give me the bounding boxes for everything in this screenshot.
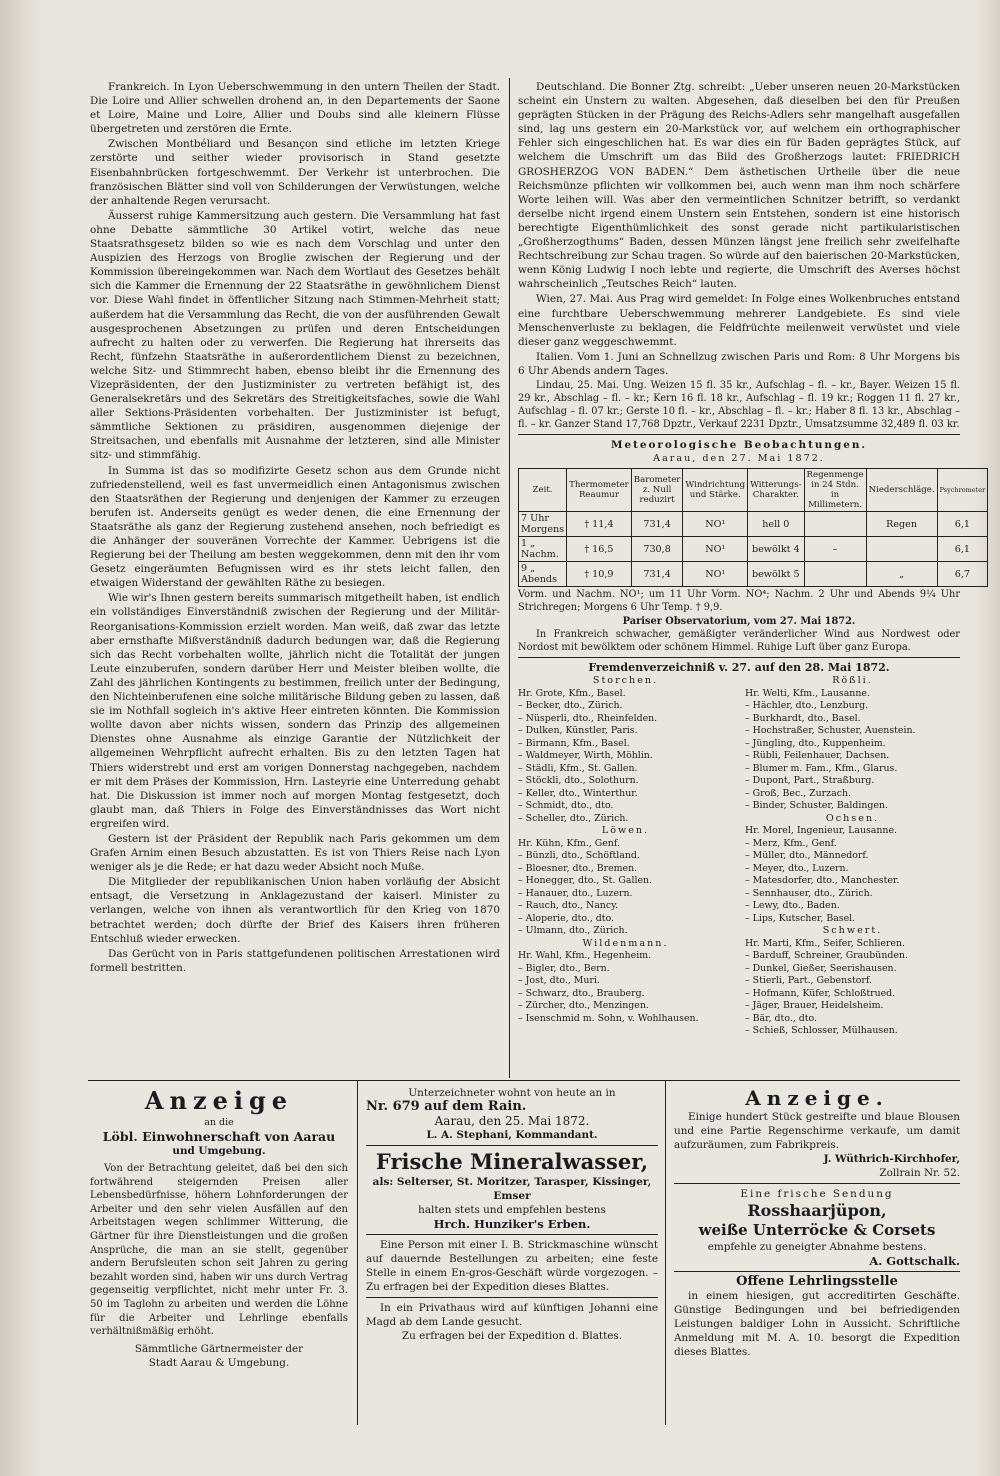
guest-entry: – Lewy, dto., Baden. xyxy=(745,900,840,912)
article-deutschland: Deutschland. Die Bonner Ztg. schreibt: „Ueber unseren neuen 20-Markstücken scheint ein Unstern zu walten. Abgesehen, daß dieselben bei den für Preußen geprägten Stücken in der Prägung des Reichs-Adlers sehr mangelhaft ausgefallen sind, lag uns gestern ein 20-Markstück vor, auf welchem ein orthographischer Fehler sich eingeschlichen hat. Es war dies ein für Baden geprägtes Stück, auf welchem die Umschrift um das Bild des Großherzogs lautet: FRIEDRICH GROSHERZOG VON BADEN.“ Dem ästhetischen Urtheile über die neue Reichsmünze pflichten wir vollkommen bei, auch wenn man ihm noch schärfere Worte leihen will. Was aber den vermeintlichen Schnitzer betrifft, so verdankt derselbe nicht irgend einem Unstern sein Entstehen, sondern ist eine historisch berechtigte Eigenthümlichkeit des sonst gerade nicht partikularistischen „Großherzogthums“ Baden, dessen Münzen längst jene freilich sehr zweifelhafte Rechtschreibung zur Schau tragen. So würde auf den baierischen 20-Markstücken, wenn König Ludwig I noch lebte und regierte, die Umschrift des Averses höchst wahrscheinlich „Teutsches Reich“ lauten. xyxy=(518,81,960,291)
meteo-cell: 731,4 xyxy=(631,512,683,537)
ad-stephani xyxy=(366,1086,658,1343)
hotel-heading: Löwen. xyxy=(601,825,650,837)
meteo-header: Thermometer Reaumur xyxy=(567,469,632,512)
article-union: Die Mitglieder der republikanischen Union haben vorläufig der Absicht entsagt, die Versetzung in Anklagezustand der kaiserl. Minister zu verlangen, welche von ihnen als verantwortlich für den Krieg von 1870 betrachtet werden; doch dürfte der Brief des Kaisers ihren früheren Entschluß wieder erwecken. xyxy=(90,876,500,945)
meteo-cell: 6,1 xyxy=(937,512,988,537)
ad-line: Nr. 679 auf dem Rain. xyxy=(366,1099,527,1114)
guest-entry: – Waldmeyer, Wirth, Möhlin. xyxy=(518,750,653,762)
guest-entry: – Hanauer, dto., Luzern. xyxy=(518,887,633,899)
guest-entry: – Dulken, Künstler, Paris. xyxy=(518,725,638,737)
ads-divider xyxy=(88,1080,960,1081)
ad-sign: Sämmtliche Gärtnermeister der xyxy=(134,1342,304,1355)
ad-title: Offene Lehrlingsstelle xyxy=(736,1274,898,1289)
article-frankreich: Frankreich. In Lyon Ueberschwemmung in den untern Theilen der Stadt. Die Loire und Allier schwellen drohend an, in den Departements der Saone et Loire, Maine und Loire, Allier und Doubs sind alle kleinern Flüsse übergetreten und zerstören die Ernte. xyxy=(90,81,500,136)
ad-line: Zu erfragen bei der Expedition d. Blattes. xyxy=(401,1330,623,1342)
guest-entry: – Ulmann, dto., Zürich. xyxy=(518,925,628,937)
ad-line: empfehle zu geneigter Abnahme bestens. xyxy=(707,1241,927,1253)
guest-entry: Hr. Morel, Ingenieur, Lausanne. xyxy=(745,825,897,837)
ad-sign: Zollrain Nr. 52. xyxy=(879,1167,960,1179)
guest-entry: – Hochstraßer, Schuster, Auenstein. xyxy=(745,725,916,737)
meteo-header: Niederschläge. xyxy=(866,469,937,512)
meteo-title: Meteorologische Beobachtungen. xyxy=(610,438,868,451)
ad-sign: A. Gottschalk. xyxy=(869,1254,960,1268)
guest-entry: Hr. Welti, Kfm., Lausanne. xyxy=(745,687,870,699)
hotel-heading: Ochsen. xyxy=(825,812,880,824)
guest-entry: – Stöckli, dto., Solothurn. xyxy=(518,775,639,787)
guest-entry: – Bigler, dto., Bern. xyxy=(518,962,610,974)
ad-divider-1 xyxy=(357,1080,358,1425)
article-wien: Wien, 27. Mai. Aus Prag wird gemeldet: In Folge eines Wolkenbruches entstand eine furchtbare Ueberschwemmung mehrerer Landgebiete. Es sind viele Menschenverluste zu beklagen, die Feldfrüchte meilenweit verwüstet und viele dieser ganz weggeschwemmt. xyxy=(518,293,960,348)
rule xyxy=(518,657,960,658)
hotel-heading: Schwert. xyxy=(822,925,883,937)
hotel-heading: Storchen. xyxy=(592,675,659,687)
ad-line: an die xyxy=(204,1117,234,1128)
page-edge-right xyxy=(974,0,1000,1476)
article-montbeliard: Zwischen Montbéliard und Besançon sind etliche im letzten Kriege zerstörte und seither wieder provisorisch in Stand gesetzte Eisenbahnbrücken fortgeschwemmt. Der Verkehr ist unterbrochen. Die französischen Blätter sind voll von Schilderungen der Verwüstungen, welche der anhaltende Regen verursacht. xyxy=(90,138,500,207)
meteo-subtitle: Aarau, den 27. Mai 1872. xyxy=(653,453,825,465)
guest-entry: – Binder, Schuster, Baldingen. xyxy=(745,800,888,812)
guest-entry: – Aloperie, dto., dto. xyxy=(518,912,615,924)
guest-entry: – Müller, dto., Männedorf. xyxy=(745,850,869,862)
hotel-heading: Wildenmann. xyxy=(582,937,669,949)
guest-entry: – Stierli, Part., Gebenstorf. xyxy=(745,975,872,987)
rule xyxy=(366,1234,658,1235)
meteo-forecast: In Frankreich schwacher, gemäßigter veränderlicher Wind aus Nordwest oder Nordost mit bewölktem oder schönem Himmel. Ruhige Luft über ganz Europa. xyxy=(518,629,960,653)
meteo-table xyxy=(518,468,988,587)
column-divider xyxy=(509,78,510,1078)
article-praesident: Gestern ist der Präsident der Republik nach Paris gekommen um dem Grafen Arnim einen Besuch abzustatten. Es ist von Thiers Reise nach Lyon weniger als je die Rede; er hat dazu weder Absicht noch Muße. xyxy=(90,832,500,874)
ad-line: Aarau, den 25. Mai 1872. xyxy=(434,1114,590,1128)
meteo-cell: 7 Uhr Morgens xyxy=(519,512,567,537)
guest-entry: Hr. Kühn, Kfm., Genf. xyxy=(518,837,620,849)
guest-entry: – Sennhauser, dto., Zürich. xyxy=(745,887,873,899)
meteo-cell xyxy=(804,512,866,537)
ad-line: L. A. Stephani, Kommandant. xyxy=(426,1129,598,1141)
meteo-header-row xyxy=(519,469,988,512)
guest-entry: – Nüsperli, dto., Rheinfelden. xyxy=(518,712,658,724)
meteo-cell: 6,1 xyxy=(937,537,988,562)
meteo-cell: 1 „ Nachm. xyxy=(519,537,567,562)
meteo-cell: „ xyxy=(866,562,937,587)
meteo-observatory: Pariser Observatorium, vom 27. Mai 1872. xyxy=(622,616,856,628)
guest-entry: – Hächler, dto., Lenzburg. xyxy=(745,700,869,712)
guest-entry: – Zürcher, dto., Menzingen. xyxy=(518,1000,649,1012)
meteo-section xyxy=(518,438,986,654)
article-kammersitzung: Äusserst ruhige Kammersitzung auch gestern. Die Versammlung hat fast ohne Debatte sämmtliche 30 Artikel votirt, welche das neue Staatsrathsgesetz bilden so wie es nach dem Vorschlag und unter den Auspizien des Herzogs von Broglie zwischen der Regierung und der Kommission übereingekommen war. Nach dem Wortlaut des Gesetzes behält sich die Kammer die Ernennung der 22 Staatsräthe in gewöhnlichem Dienst vor. Diese Wahl findet in öffentlicher Sitzung nach Stimmen-Mehrheit statt; außerdem hat die Versammlung das Recht, die von der ausführenden Gewalt ausgesprochenen Absetzungen zu prüfen und deren Entscheidungen aufrecht zu halten oder zu verwerfen. Die Regierung hat ihrerseits das Recht, fünfzehn Staatsräthe in außerordentlichem Dienst zu bezeichnen, welche Sitz- und Stimmrecht haben, ebenso bleibt ihr die Ernennung des Vizepräsidenten, der den Justizminister zu vertreten befähigt ist, des Generalsekretärs und des Sekretärs des Streitigkeitsfaches, sowie die Wahl aller Sektions-Präsidenten vorbehalten. Der Justizminister ist befugt, sämmtliche Sektionen zu präsidiren, ausgenommen diejenige der Streitsachen, und ebenfalls mit Ausnahme der letzteren, sind alle Minister sitz- und stimmfähig. xyxy=(90,209,500,462)
meteo-cell: NO¹ xyxy=(683,537,748,562)
rule xyxy=(674,1271,960,1272)
meteo-cell: bewölkt 4 xyxy=(748,537,804,562)
guest-entry: – Bär, dto., dto. xyxy=(745,1012,817,1024)
meteo-cell: 730,8 xyxy=(631,537,683,562)
guest-entry: – Rübli, Feilenhauer, Dachsen. xyxy=(745,750,890,762)
fremdenverzeichniss xyxy=(518,661,960,1038)
fremden-list-left xyxy=(518,675,733,1038)
ad-body: Einige hundert Stück gestreifte und blaue Blousen und eine Partie Regenschirme verkaufe, um damit aufzuräumen, zum Fabrikpreis. xyxy=(674,1111,960,1151)
guest-entry: – Jüngling, dto., Kuppenheim. xyxy=(745,737,886,749)
meteo-note: Vorm. und Nachm. NO¹; um 11 Uhr Vorm. NO⁴; Nachm. 2 Uhr und Abends 9¼ Uhr Strichregen; Morgens 6 Uhr Temp. † 9,9. xyxy=(518,589,960,613)
guest-entry: – Burkhardt, dto., Basel. xyxy=(745,712,861,724)
ad-divider-2 xyxy=(665,1080,666,1425)
guest-entry: – Schmidt, dto., dto. xyxy=(518,800,614,812)
guest-entry: – Hofmann, Küfer, Schloßtrued. xyxy=(745,987,896,999)
meteo-cell xyxy=(866,537,937,562)
ad-sign: J. Wüthrich-Kirchhofer, xyxy=(823,1153,960,1165)
meteo-cell: 6,7 xyxy=(937,562,988,587)
market-report: Lindau, 25. Mai. Ung. Weizen 15 fl. 35 kr., Aufschlag – fl. – kr., Bayer. Weizen 15 fl. 29 kr., Abschlag – fl. – kr.; Kern 16 fl. 18 kr., Aufschlag – fl. 19 kr.; Roggen 11 fl. 27 kr., Aufschlag – fl. 07 kr.; Gerste 10 fl. – kr., Abschlag – fl. – kr.; Haber 8 fl. 13 kr., Abschlag – fl. – kr. Ganzer Stand 17,768 Dpztr., Verkauf 2231 Dpztr., Umsatzsumme 32,489 fl. 03 kr. xyxy=(518,379,960,430)
ad-body: Von der Betrachtung geleitet, daß bei den sich fortwährend steigernden Preisen aller Lebensbedürfnisse, höhern Lohnforderungen der Arbeiter und den sehr vielen Ausfällen auf den Arbeitstagen wegen schlimmer Witterung, die Gärtner für ihre Dienstleistungen und die großen Ansprüche, die man an sie stellt, gegenüber andern Berufsleuten schon seit Jahren zu gering bezahlt worden sind, haben wir uns durch Vertrag gegenseitig verpflichtet, nicht mehr unter Fr. 3. 50 im Taglohn zu arbeiten und werden die Löhne für die Arbeiter und Lehrlinge ebenfalls verhältnißmäßig erhöht. xyxy=(90,1163,348,1338)
right-column xyxy=(518,80,986,1038)
guest-entry: – Scheller, dto., Zürich. xyxy=(518,812,629,824)
guest-entry: – Schwarz, dto., Brauberg. xyxy=(518,987,645,999)
ad-body: In ein Privathaus wird auf künftigen Johanni eine Magd ab dem Lande gesucht. xyxy=(366,1302,658,1328)
guest-entry: – Dunkel, Gießer, Seerishausen. xyxy=(745,962,897,974)
meteo-cell: bewölkt 5 xyxy=(748,562,804,587)
ad-body: Eine Person mit einer I. B. Strickmaschine wünscht auf dauernde Bestellungen zu arbeiten; eine feste Stelle in einem En-gros-Geschäft würde vorgezogen. – Zu erfragen bei der Expedition dieses Blattes. xyxy=(366,1239,658,1293)
meteo-header: Zeit. xyxy=(519,469,567,512)
ad-sign: Hrch. Hunziker's Erben. xyxy=(433,1217,591,1231)
article-geruecht: Das Gerücht von in Paris stattgefundenen politischen Arrestationen wird formell bestritten. xyxy=(90,947,500,974)
rule xyxy=(366,1297,658,1298)
guest-entry: – Jost, dto., Muri. xyxy=(518,975,600,987)
guest-entry: Hr. Grote, Kfm., Basel. xyxy=(518,687,626,699)
meteo-header: Windrichtung und Stärke. xyxy=(683,469,748,512)
meteo-cell: NO¹ xyxy=(683,562,748,587)
fremden-list-right xyxy=(745,675,960,1038)
meteo-row xyxy=(519,512,988,537)
guest-entry: – Rauch, dto., Nancy. xyxy=(518,900,619,912)
guest-entry: – Birmann, Kfm., Basel. xyxy=(518,737,630,749)
ad-title: Anzeige xyxy=(144,1086,294,1115)
guest-entry: – Becker, dto., Zürich. xyxy=(518,700,623,712)
guest-entry: – Lips, Kutscher, Basel. xyxy=(745,912,856,924)
meteo-cell: 731,4 xyxy=(631,562,683,587)
guest-entry: – Honegger, dto., St. Gallen. xyxy=(518,875,653,887)
meteo-cell xyxy=(804,562,866,587)
ad-line: Rosshaarjüpon, xyxy=(747,1201,887,1220)
fremden-title: Fremdenverzeichniß v. 27. auf den 28. Mai 1872. xyxy=(588,661,890,675)
guest-entry: – Blumer m. Fam., Kfm., Glarus. xyxy=(745,762,898,774)
meteo-row xyxy=(519,562,988,587)
ad-line: Unterzeichneter wohnt von heute an in xyxy=(408,1087,616,1099)
guest-entry: – Bünzli, dto., Schöftland. xyxy=(518,850,640,862)
guest-entry: – Jäger, Brauer, Heidelsheim. xyxy=(745,1000,884,1012)
rule xyxy=(674,1183,960,1184)
ad-line: und Umgebung. xyxy=(172,1145,266,1157)
guest-entry: – Dupont, Part., Straßburg. xyxy=(745,775,875,787)
meteo-header: Witterungs-Charakter. xyxy=(748,469,804,512)
ad-line: Eine frische Sendung xyxy=(740,1188,894,1200)
article-summa: In Summa ist das so modifizirte Gesetz schon aus dem Grunde nicht zufriedenstellend, weil es fast unvermeidlich einen Antagonismus zwischen den Staatsräthen der Regierung und denjenigen der Kammer zu erzeugen berufen ist. Anderseits genügt es weder denen, die eine Ernennung der Staatsräthe als ganz der Regierung zustehend ansehen, noch befriedigt es die Anhänger der souveränen Vorrechte der Kammer. Uebrigens ist die Regierung bei der Theilung am besten weggekommen, denn mit den ihr vom Gesetz eingeräumten Befugnissen wird es ihr stets leicht fallen, den etwaigen Widerstand der gewählten Räthe zu besiegen. xyxy=(90,464,500,590)
guest-entry: – Städli, Kfm., St. Gallen. xyxy=(518,762,638,774)
meteo-cell: † 10,9 xyxy=(567,562,632,587)
guest-entry: Hr. Marti, Kfm., Seifer, Schlieren. xyxy=(745,937,905,949)
meteo-cell: † 11,4 xyxy=(567,512,632,537)
guest-entry: – Groß, Bec., Zurzach. xyxy=(745,787,851,799)
binding-shadow-left xyxy=(0,0,42,1476)
ad-line: Löbl. Einwohnerschaft von Aarau xyxy=(102,1129,336,1144)
hotel-heading: Rößli. xyxy=(832,675,873,687)
meteo-header: Psychrometer xyxy=(937,469,988,512)
ad-line: weiße Unterröcke & Corsets xyxy=(698,1221,936,1239)
ad-gaertner xyxy=(90,1086,348,1370)
ad-mineralwasser-title: Frische Mineralwasser, xyxy=(375,1149,649,1174)
meteo-header: Barometer z. Null reduzirt xyxy=(631,469,683,512)
meteo-cell: † 16,5 xyxy=(567,537,632,562)
ad-sign: Stadt Aarau & Umgebung. xyxy=(148,1356,290,1369)
rule xyxy=(518,434,960,435)
article-italien: Italien. Vom 1. Juni an Schnellzug zwischen Paris und Rom: 8 Uhr Morgens bis 6 Uhr Abends andern Tages. xyxy=(518,350,960,377)
ad-line: halten stets und empfehlen bestens xyxy=(418,1204,606,1216)
rule xyxy=(366,1145,658,1146)
guest-entry: – Bloesner, dto., Bremen. xyxy=(518,862,638,874)
ad-title: Anzeige. xyxy=(745,1086,889,1110)
fremden-grid xyxy=(518,675,960,1038)
guest-entry: – Merz, Kfm., Genf. xyxy=(745,837,837,849)
ad-body: in einem hiesigen, gut accreditirten Geschäfte. Günstige Bedingungen und bei befriedigenden Leistungen baldiger Lohn in Aussicht. Schriftliche Anmeldung mit M. A. 10. besorgt die Expedition dieses Blattes. xyxy=(674,1290,960,1358)
guest-entry: – Barduff, Schreiner, Graubünden. xyxy=(745,950,908,962)
left-column xyxy=(90,80,500,976)
meteo-cell: Regen xyxy=(866,512,937,537)
meteo-cell: hell 0 xyxy=(748,512,804,537)
meteo-cell: 9 „ Abends xyxy=(519,562,567,587)
ad-body: als: Selterser, St. Moritzer, Tarasper, Kissinger, Emser xyxy=(372,1176,652,1202)
guest-entry: – Schieß, Schlosser, Mülhausen. xyxy=(745,1025,898,1037)
guest-entry: – Meyer, dto., Luzern. xyxy=(745,862,849,874)
article-militaer: Wie wir's Ihnen gestern bereits summarisch mitgetheilt haben, ist endlich ein vollständiges Einverständniß zwischen der Regierung und der Militär-Reorganisations-Kommission erzielt worden. Man weiß, daß zwar das letzte aber ernsthafte Mißverständniß dadurch bedungen war, daß die Regierung sich das Recht vorbehalten wollte, jährlich nicht die Totalität der jungen Leute einzuberufen, sondern darüber Herr und Meister bleiben wollte, die Zahl des jährlichen Kontingents zu bestimmen, freilich unter der Bedingung, den Nichteinberufenen eine solche militärische Bildung geben zu lassen, daß sie im Nothfall sogleich in's aktive Heer eintreten könnten. Die Kommission wollte davon aber nichts wissen, sondern das Prinzip des allgemeinen Dienstes ohne Ausnahme als einzige Garantie der Nützlichkeit der allgemeinen Wehrpflicht aufrecht erhalten. Bis zu den letzten Tagen hat Thiers widerstrebt und erst am vorigen Donnerstag nachgegeben, nachdem er mit dem Präses der Kommission, Hrn. Lasteyrie eine Unterredung gehabt hat. Die Diskussion ist immer noch auf morgen Montag festgesetzt, doch glaubt man, daß Thiers in Folge des Einverständnisses das Wort nicht ergreifen wird. xyxy=(90,592,500,830)
guest-entry: – Isenschmid m. Sohn, v. Wohlhausen. xyxy=(518,1012,699,1024)
meteo-cell: – xyxy=(804,537,866,562)
meteo-row xyxy=(519,537,988,562)
meteo-cell: NO¹ xyxy=(683,512,748,537)
guest-entry: – Keller, dto., Winterthur. xyxy=(518,787,638,799)
meteo-header: Regenmenge in 24 Stdn. in Millimetern. xyxy=(804,469,866,512)
ad-wuethrich xyxy=(674,1086,960,1359)
guest-entry: Hr. Wahl, Kfm., Hegenheim. xyxy=(518,950,652,962)
guest-entry: – Matesdorfer, dto., Manchester. xyxy=(745,875,900,887)
